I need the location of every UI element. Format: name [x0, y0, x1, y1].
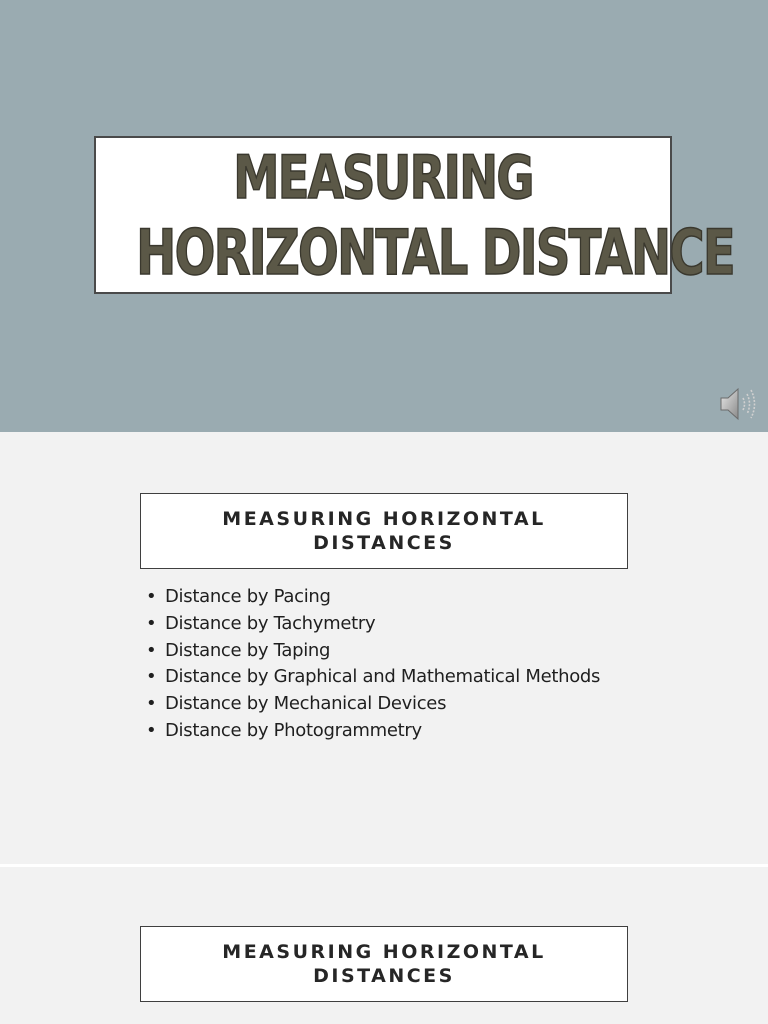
bullet-glyph: •: [146, 666, 157, 688]
list-item-text: Distance by Graphical and Mathematical Methods: [165, 666, 601, 688]
list-item: [146, 718, 600, 745]
list-item-text: Distance by Taping: [165, 639, 331, 661]
title-slide: [0, 0, 768, 432]
list-item: [146, 584, 600, 611]
bullet-glyph: •: [146, 719, 157, 741]
bullet-glyph: •: [146, 639, 157, 661]
title-line-2: HORIZONTAL DISTANCE: [136, 216, 734, 289]
bullet-glyph: •: [146, 612, 157, 634]
list-item: [146, 691, 600, 718]
list-item: [146, 611, 600, 638]
slide-heading-box: [140, 493, 628, 569]
list-item-text: Distance by Photogrammetry: [165, 719, 422, 741]
slide-heading: MEASURING HORIZONTAL DISTANCES: [222, 508, 546, 554]
slide-heading-box: [140, 926, 628, 1002]
title-box: [94, 136, 734, 294]
speaker-icon[interactable]: [716, 384, 760, 424]
content-slide-next: [0, 867, 768, 1024]
list-item: [146, 664, 600, 691]
list-item-text: Distance by Mechanical Devices: [165, 693, 447, 715]
bullet-glyph: •: [146, 693, 157, 715]
title-line-1: MEASURING: [233, 143, 533, 213]
bullet-list: [146, 584, 600, 745]
list-item-text: Distance by Tachymetry: [165, 612, 376, 634]
content-slide: [0, 432, 768, 864]
slide-heading: MEASURING HORIZONTAL DISTANCES: [222, 941, 546, 987]
bullet-glyph: •: [146, 586, 157, 607]
list-item-text: Distance by Pacing: [165, 586, 331, 607]
list-item: [146, 638, 600, 665]
